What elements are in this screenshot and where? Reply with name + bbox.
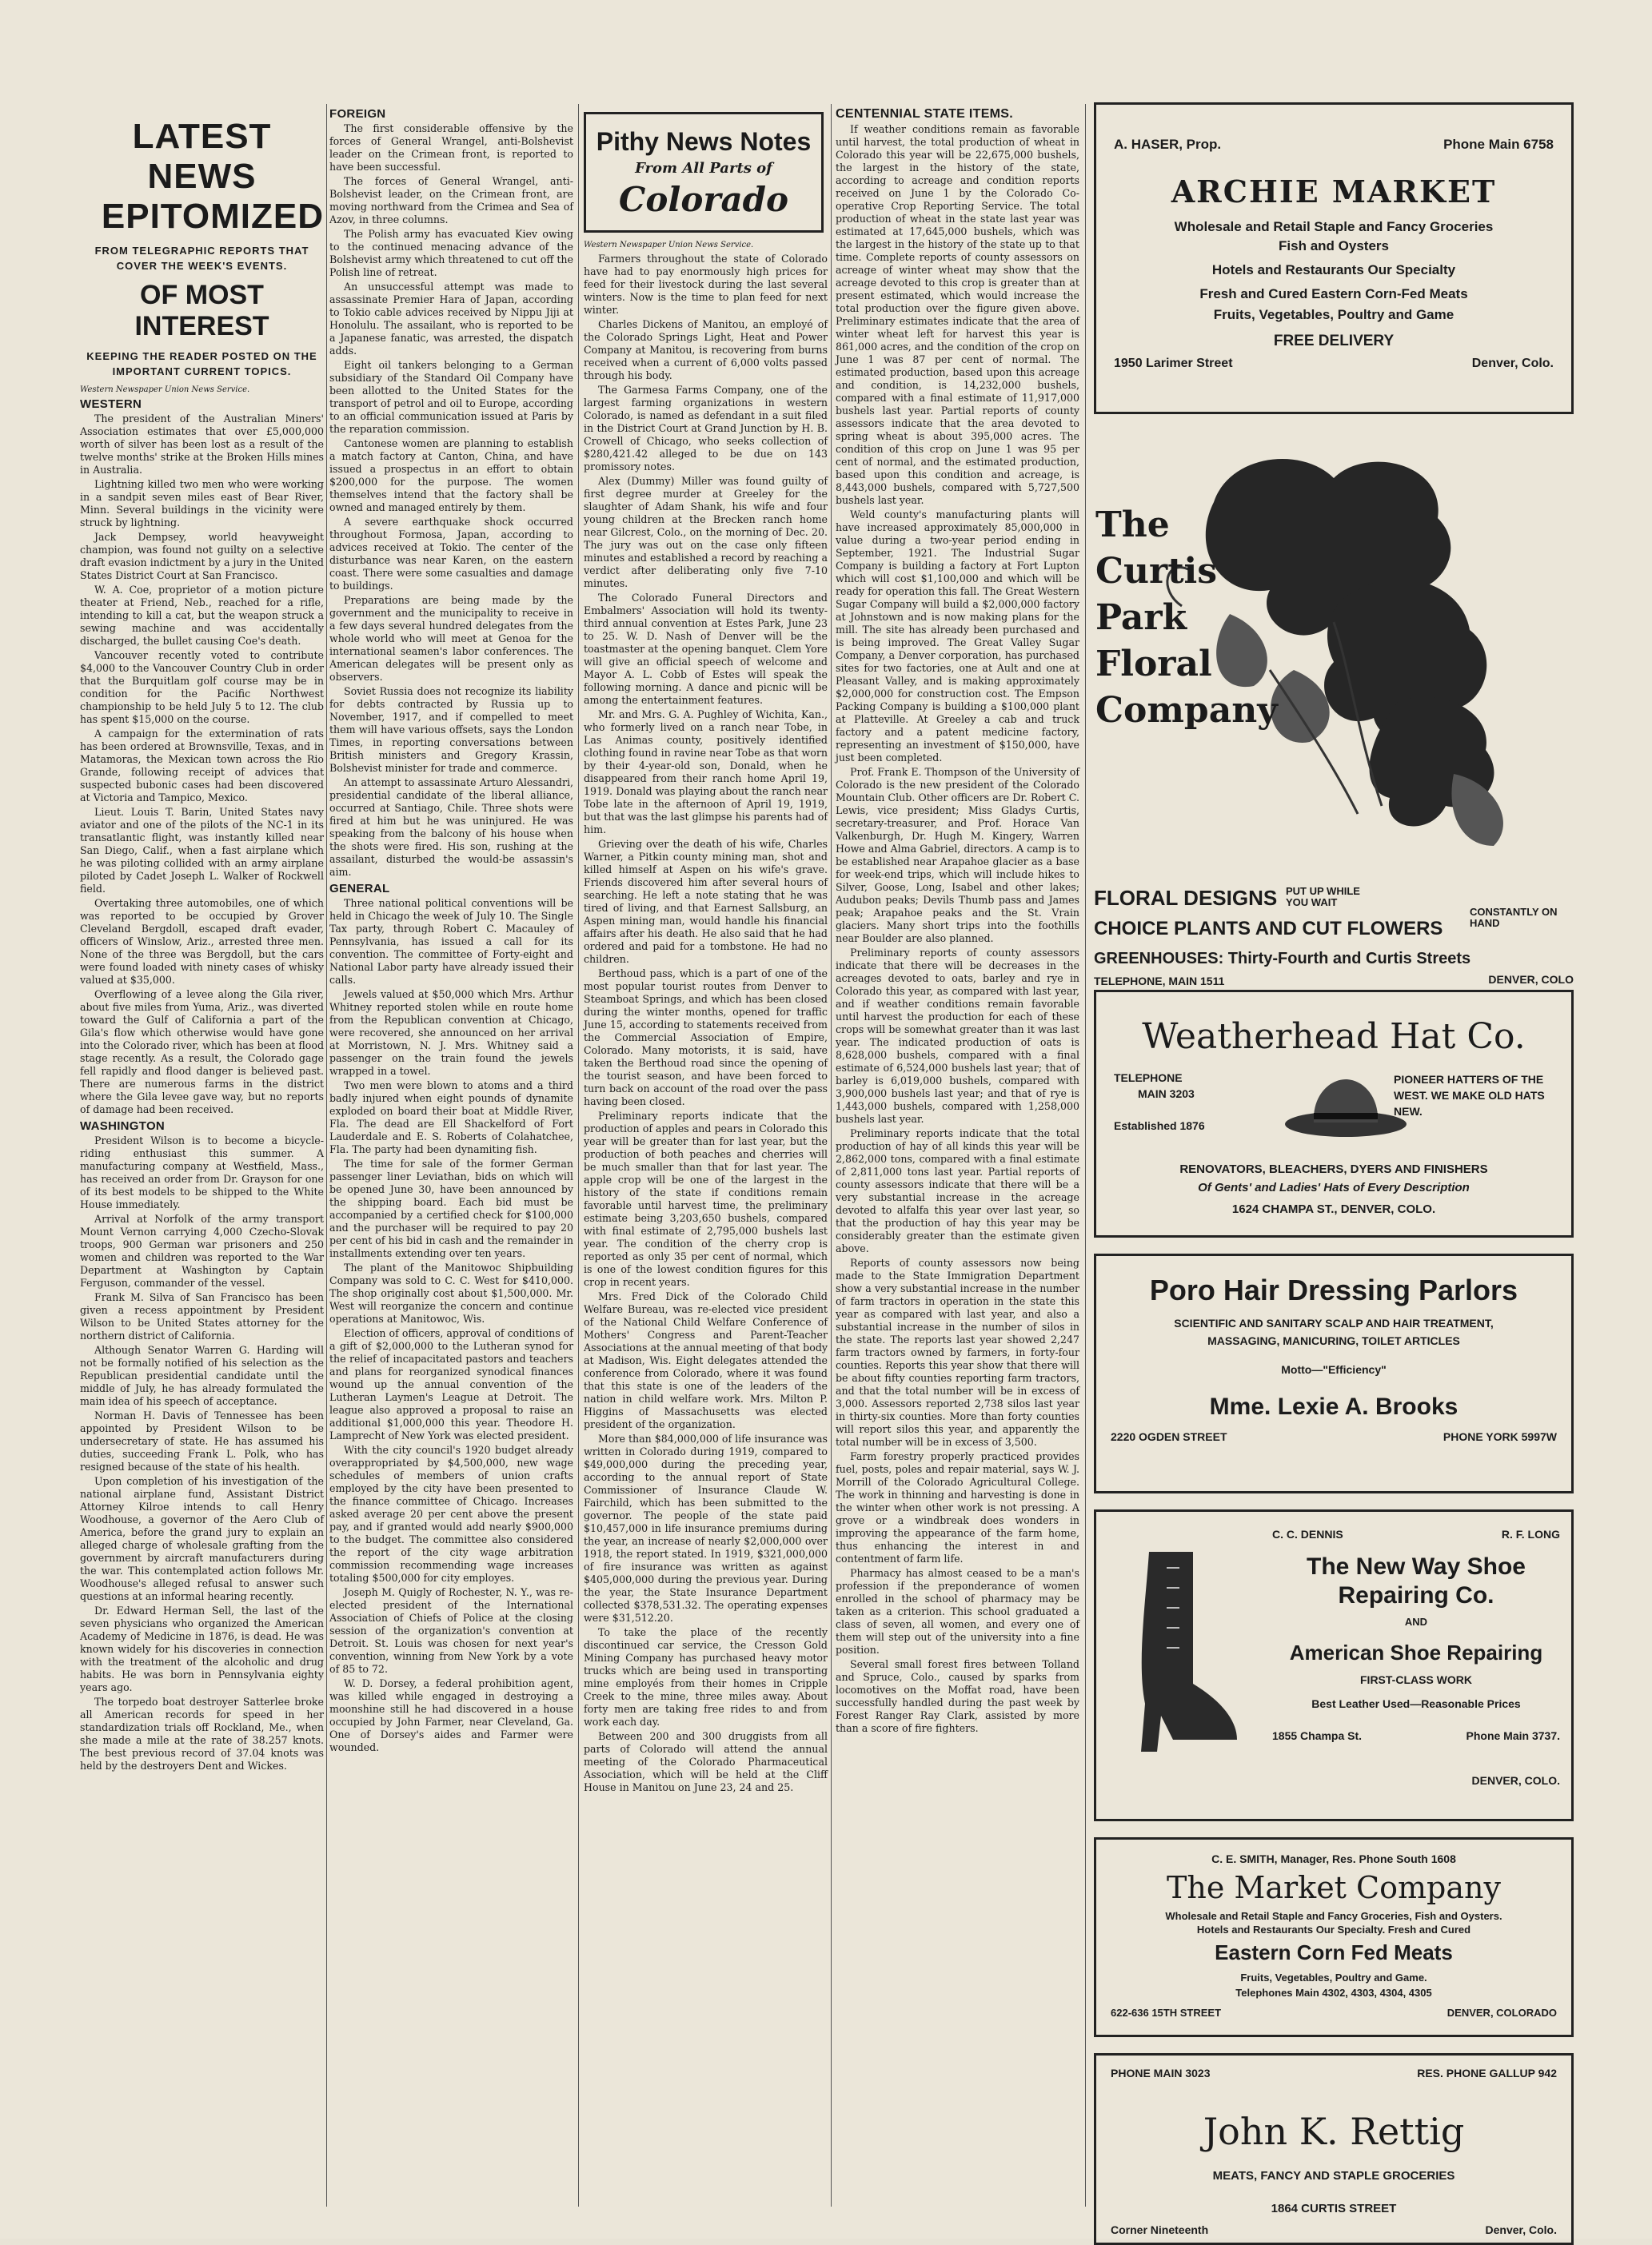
article-paragraph: Jack Dempsey, world heavyweight champion, was found not guilty on a selective draft evasion indictment by a jury in the United States District Court at San Francisco. <box>80 531 324 581</box>
column-latest-news <box>80 104 324 2207</box>
archie-line1: Wholesale and Retail Staple and Fancy Groceries <box>1174 219 1494 234</box>
article-paragraph: Norman H. Davis of Tennessee has been appointed by President Wilson to be undersecretary of state. He has assumed his duties, succeeding Frank L. Polk, who has resigned because of the state of his health. <box>80 1410 324 1473</box>
subhead-keeping-posted: KEEPING THE READER POSTED ON THE IMPORTANT CURRENT TOPICS. <box>86 350 317 377</box>
article-paragraph: The time for sale of the former German passenger liner Leviathan, bids on which will be opened June 30, have been announced by the shipping board. Each bid must be accompanied by a certified check for $100,000 and the purchaser will be required to pay 20 per cent of his bid in cash and the remainder in installments extending over ten years. <box>329 1158 573 1259</box>
article-paragraph: Farmers throughout the state of Colorado have had to pay enormously high prices for feed for their livestock during the last several winters. Now is the time to plan feed for next winter. <box>584 253 828 316</box>
news-service-credit: Western Newspaper Union News Service. <box>584 241 754 249</box>
archie-line3: Hotels and Restaurants Our Specialty <box>1211 262 1456 277</box>
article-paragraph: Farm forestry properly practiced provides fuel, posts, poles and repair material, says W. J. Morrill of the Colorado Agricultural College. The work in thinning and harvesting is done in the winter when other work is not pressing. A grove or a windbreak does wonders in improving the appearance of the farm home, thus enhancing the interest in and contentment of farm life. <box>836 1450 1079 1565</box>
column-rule <box>831 104 832 2207</box>
archie-delivery: FREE DELIVERY <box>1273 333 1395 349</box>
article-paragraph: Upon completion of his investigation of the national airplane fund, Assistant District Attorney Kilroe intends to call Henry Woodhouse, a governor of the Aero Club of America, before the grand jury to explain an alleged charge of wholesale grafting from the government by aircraft manufacturers during the war. This contemplated action follows Mr. Woodhouse's alleged refusal to answer such questions at an informal hearing recently. <box>80 1475 324 1602</box>
article-paragraph: W. D. Dorsey, a federal prohibition agent, was killed while engaged in destroying a moonshine still he had discovered in a house occupied by John Farmer, near Cleveland, Ga. One of Dorsey's aides and Farmer were wounded. <box>329 1677 573 1753</box>
market-city: DENVER, COLORADO <box>1446 2007 1557 2019</box>
article-paragraph: The Colorado Funeral Directors and Embalmers' Association will hold its twenty-third annual convention at Estes Park, June 23 to 25. W. D. Nash of Denver will be the toastmaster at the opening banquet. Clem Yore will give an official speech of welcome and Mayor A. L. Cobb of Estes will speak the following morning. A dance and picnic will be among the entertainment features. <box>584 592 828 706</box>
article-paragraph: Several small forest fires between Tolland and Spruce, Colo., caused by sparks from locomotives on the Moffat road, have been successfully handled during the past week by Forest Ranger Ray Clark, assisted by more than a score of fire fighters. <box>836 1658 1079 1734</box>
article-paragraph: Mr. and Mrs. G. A. Pughley of Wichita, Kan., who formerly lived on a ranch near Tobe, in Las Animas county, positively identified clothing found in ravine near Tobe as that worn by their 4-year-old son, Donald, when he disappeared from their ranch home April 19, 1919. Donald was playing about the ranch near Tobe late in the afternoon of April 19, 1919, but that was the last glimpse his parents had of him. <box>584 708 828 835</box>
curtis-telephone: TELEPHONE, MAIN 1511 <box>1094 975 1225 987</box>
article-paragraph: Dr. Edward Herman Sell, the last of the seven physicians who organized the American Academy of Medicine in 1876, is dead. He was known widely for his discoveries in connection with the treatment of the alcoholic and drug habits. He was born in Pennsylvania eighty years ago. <box>80 1605 324 1693</box>
article-paragraph: W. A. Coe, proprietor of a motion picture theater at Friend, Neb., reached for a rifle, intending to kill a cat, but the weapon struck a sewing machine and was accidentally discharged, the bullet causing Coe's death. <box>80 584 324 647</box>
weatherhead-line2: Of Gents' and Ladies' Hats of Every Description <box>1198 1181 1470 1194</box>
pithy-subtitle: From All Parts of <box>635 160 772 177</box>
article-paragraph: Three national political conventions will be held in Chicago the week of July 10. The Single Tax party, through Robert C. Macauley of Pennsylvania, has issued a call for its convention. The committee of Forty-eight and National Labor party have already issued their calls. <box>329 897 573 986</box>
rettig-name: John K. Rettig <box>1203 2110 1465 2153</box>
curtis-choice: CHOICE PLANTS AND CUT FLOWERS <box>1094 918 1443 939</box>
column-rule <box>326 104 327 2207</box>
pithy-state: Colorado <box>618 180 789 219</box>
poro-address: 2220 OGDEN STREET <box>1111 1430 1227 1443</box>
article-paragraph: The forces of General Wrangel, anti-Bolshevist leader, on the Crimean front, are moving northward from the Crimea and Sea of Azov, in three columns. <box>329 175 573 225</box>
article-paragraph: An unsuccessful attempt was made to assassinate Premier Hara of Japan, according to Tokio cable advices received by Nippu Jiji at Honolulu. The assailant, who is reported to be a Japanese fanatic, was arrested, the dispatch adds. <box>329 281 573 357</box>
washington-items <box>80 1134 324 1772</box>
section-title-washington: WASHINGTON <box>80 1119 166 1133</box>
article-paragraph: Between 200 and 300 druggists from all parts of Colorado will attend the annual meeting of the Colorado Pharmaceutical Association, which will be held at the Cliff House in Manitou on June 23, 24 and 25. <box>584 1730 828 1793</box>
archie-city: Denver, Colo. <box>1471 357 1554 370</box>
article-paragraph: Weld county's manufacturing plants will have increased approximately 85,000,000 in value during a two-year period ending in September, 1921. The Industrial Sugar Company is building a factory at Fort Lupton which will cost $1,100,000 and which will be ready for operation this fall. The Great Western Sugar Company will build a $2,000,000 factory at Johnstown and is now making plans for the mill. The site has already been purchased and is being improved. The Great Valley Sugar Company, a Denver corporation, has purchased sites for two factories, one at Ault and one at Pleasant Valley, and is making approximately $2,000,000 for construction cost. The Empson Packing Company is building a $100,000 plant at Platteville. At Greeley a cab and truck factory and a patent medicine factory, representing an investment of $150,000, have just been completed. <box>836 508 1079 764</box>
article-paragraph: Overtaking three automobiles, one of which was reported to be occupied by Grover Cleveland Bergdoll, escaped draft evader, officers of Winslow, Ariz., arrested three men. None of the three was Bergdoll, but the cars were found loaded with ninety cases of whisky valued at $35,000. <box>80 897 324 986</box>
shoe-name3: American Shoe Repairing <box>1289 1641 1543 1665</box>
article-paragraph: Joseph M. Quigly of Rochester, N. Y., was re-elected president of the International Association of Chiefs of Police at the closing session of the organization's convention at Detroit. St. Louis was chosen for next year's convention, winning from New York by a vote of 85 to 72. <box>329 1586 573 1675</box>
article-paragraph: More than $84,000,000 of life insurance was written in Colorado during 1919, compared to $49,000,000 during the preceding year, according to the annual report of State Commissioner of Insurance Claude W. Fairchild, which has been submitted to the governor. The people of the state paid $10,457,000 in life insurance premiums during the year, an increase of nearly $2,000,000 over 1918, the report stated. In 1919, $321,000,000 of fire insurance was written as against $405,000,000 during the previous year. During the year, the State Insurance Department collected $378,531.32. The operating expenses were $31,512.20. <box>584 1433 828 1624</box>
rettig-phone1: PHONE MAIN 3023 <box>1111 2067 1211 2080</box>
archie-line4: Fresh and Cured Eastern Corn-Fed Meats <box>1199 286 1468 301</box>
shoe-name1: The New Way Shoe <box>1307 1553 1526 1580</box>
curtis-constantly: CONSTANTLY ON HAND <box>1470 906 1558 929</box>
shoe-partner1: C. C. DENNIS <box>1272 1528 1343 1541</box>
rettig-city: Denver, Colo. <box>1485 2223 1557 2236</box>
ad-new-way-shoe <box>1094 1509 1574 1821</box>
western-items <box>80 413 324 1116</box>
weatherhead-phone-label: TELEPHONE <box>1114 1071 1183 1084</box>
shoe-phone: Phone Main 3737. <box>1466 1729 1560 1742</box>
article-paragraph: Frank M. Silva of San Francisco has been given a recess appointment by President Wilson to be United States attorney for the northern district of California. <box>80 1291 324 1342</box>
article-paragraph: Preliminary reports indicate that the production of apples and pears in Colorado this year will be greater than for last year, but the production of both peaches and cherries will be much smaller than that for last year. The apple crop will be one of the largest in the history of the state if conditions remain favorable until harvest time, the preliminary estimate being 3,203,650 bushels, compared with final estimate of 2,795,000 bushels last year. The condition of the cherry crop is reported as only 35 per cent of normal, which is one of the lowest condition figures for this crop in recent years. <box>584 1110 828 1288</box>
article-paragraph: President Wilson is to become a bicycle-riding enthusiast this summer. A manufacturing company at Westfield, Mass., has received an order from Dr. Grayson for one of its best models to be shipped to the White House immediately. <box>80 1134 324 1210</box>
article-paragraph: Preliminary reports indicate that the total production of hay of all kinds this year will be 2,862,000 tons, compared with a final estimate of 2,811,000 tons last year. Partial reports of county assessors indicate that there will be a very substantial increase in the acreage devoted to alfalfa this year over last year, so that the production of hay this year may be considerably greater than the estimate given above. <box>836 1127 1079 1254</box>
article-paragraph: Alex (Dummy) Miller was found guilty of first degree murder at Greeley for the slaughter of Adam Shank, his wife and four young children at the Brecken ranch home near Gilcrest, Colo., on the morning of Dec. 20. The jury was out on the case only fifteen minutes and established a record by reaching a verdict after deliberating only five 7-10 minutes. <box>584 475 828 589</box>
weatherhead-line1: RENOVATORS, BLEACHERS, DYERS AND FINISHERS <box>1179 1162 1488 1176</box>
poro-name: Poro Hair Dressing Parlors <box>1149 1274 1518 1306</box>
article-paragraph: A campaign for the extermination of rats has been ordered at Brownsville, Texas, and in Matamoras, the Mexican town across the Rio Grande, following receipt of advices that suspected bubonic cases had been discovered at Victoria and Tampico, Mexico. <box>80 728 324 803</box>
curtis-name-curtis: Curtis <box>1095 551 1218 592</box>
article-paragraph: Prof. Frank E. Thompson of the University of Colorado is the new president of the Colorado Mountain Club. Other officers are Dr. Robert C. Lewis, vice president; Miss Gladys Curtis, secretary-treasurer, and Prof. Horace Van Valkenburgh, Dr. Hugh M. Kingery, Warren Howe and Alma Gabriel, directors. A camp is to be established near Arapahoe glacier as a base for week-end trips, which will include hikes to Silver, Goose, Long, Isabel and other lakes; Audubon peaks; Devils Thumb pass and James peak; Arapahoe peaks and the St. Vrain glaciers. Many short trips into the foothills near Boulder are also planned. <box>836 766 1079 944</box>
curtis-putup: PUT UP WHILE YOU WAIT <box>1286 885 1360 908</box>
article-paragraph: Although Senator Warren G. Harding will not be formally notified of his selection as the Republican presidential candidate until the middle of July, he has already formulated the main idea of his speech of acceptance. <box>80 1344 324 1407</box>
article-paragraph: The plant of the Manitowoc Shipbuilding Company was sold to C. C. West for $410,000. The shop originally cost about $1,500,000. Mr. West will reorganize the concern and continue operations at Manitowoc, Wis. <box>329 1262 573 1325</box>
pithy-title: Pithy News Notes <box>596 127 812 156</box>
column-foreign-general <box>329 104 573 2207</box>
archie-address: 1950 Larimer Street <box>1114 357 1233 370</box>
weatherhead-name: Weatherhead Hat Co. <box>1142 1016 1526 1057</box>
article-paragraph: Lightning killed two men who were working in a sandpit seven miles east of Bear River, Minn. Several buildings in the vicinity were struck by lightning. <box>80 478 324 528</box>
article-paragraph: Berthoud pass, which is a part of one of the most popular tourist routes from Denver to Steamboat Springs, and which has been closed during the winter months, opened for traffic June 15, according to statements received from the Commercial Association of Empire, Colorado. Many motorists, it is said, have taken the Berthoud road since the opening of the tourist season, and have been forced to turn back on account of the road over the pass having been closed. <box>584 967 828 1107</box>
archie-phone: Phone Main 6758 <box>1443 137 1554 152</box>
headline-most-interest: OF MOST INTEREST <box>134 280 269 341</box>
market-meats: Eastern Corn Fed Meats <box>1215 1940 1453 1964</box>
article-paragraph: With the city council's 1920 budget already overappropriated by $4,500,000, new wage schedules of members of union crafts employed by the city have been presented to the finance committee of Chicago. Increases asked average 20 per cent above the present pay, and if granted would add nearly $900,000 to the budget. The committee also considered the report of the city wage arbitration commission recommending wage increases totaling $500,000 for city employes. <box>329 1444 573 1584</box>
column-rule <box>578 104 579 2207</box>
article-paragraph: Charles Dickens of Manitou, an employé of the Colorado Springs Light, Heat and Power Company at Manitou, is recovering from burns received when a current of 6,000 volts passed through his body. <box>584 318 828 381</box>
article-paragraph: Vancouver recently voted to contribute $4,000 to the Vancouver Country Club in order that the Burquitlam golf course may be in condition for the Pacific Northwest championship to be held July 5 to 12. The club has spent $15,000 on the course. <box>80 649 324 725</box>
rettig-address: 1864 CURTIS STREET <box>1271 2202 1397 2215</box>
article-paragraph: To take the place of the recently discontinued car service, the Cresson Gold Mining Company has purchased heavy motor trucks which are being used in transporting mine employés from their homes in Cripple Creek to the mine, three miles away. About forty men are taking free rides to and from work each day. <box>584 1626 828 1728</box>
article-paragraph: The torpedo boat destroyer Satterlee broke all American records for speed in her standardization trials off Rockland, Me., when she made a mile at the rate of 38.257 knots. The best previous record of 37.04 knots was held by the destroyers Dent and Wickes. <box>80 1696 324 1772</box>
market-name: The Market Company <box>1167 1870 1501 1905</box>
article-paragraph: Cantonese women are planning to establish a match factory at Canton, China, and have issued a prospectus in an effort to obtain $200,000 for the purpose. The women themselves intend that the factory shall be owned and managed entirely by them. <box>329 437 573 513</box>
headline-latest-news: LATEST NEWS <box>132 117 272 196</box>
archie-name: ARCHIE MARKET <box>1171 173 1497 209</box>
article-paragraph: If weather conditions remain as favorable until harvest, the total production of wheat in Colorado this year will be 22,675,000 bushels, the largest in the history of the state, according to acreage and condition reports received on June 1 by the Colorado Co-operative Crop Reporting Service. The total production of wheat in the state last year was estimated at 17,645,000 bushels, which was the largest in the history of the state up to that time. Complete reports of county assessors on acreage of winter wheat may show that the acreage devoted to this crop is greater than at present estimated, which would increase the total production over the figure given above. Preliminary estimates indicate that the area of winter wheat left for harvest this year is 861,000 acres, and the condition of the crop on June 1 was 87 per cent of normal. The estimated production, based upon this acreage and condition, is 14,232,000 bushels, compared with a final estimate of 11,917,000 bushels last year. Partial reports of county assessors indicate that the area devoted to spring wheat is about 395,000 acres. The condition of this crop on June 1 was 95 per cent of normal, and the estimated production, based upon this condition and acreage, is 8,443,000 bushels, compared with 5,727,500 bushels last year. <box>836 123 1079 506</box>
ad-curtis-park-floral <box>1094 430 1574 1054</box>
weatherhead-address: 1624 CHAMPA ST., DENVER, COLO. <box>1231 1202 1436 1216</box>
foreign-items <box>329 122 573 879</box>
centennial-items <box>836 123 1079 1735</box>
article-paragraph: Mrs. Fred Dick of the Colorado Child Welfare Bureau, was re-elected vice president of the National Child Welfare Conference of Mothers' Congress and Parent-Teacher Associations at the annual meeting of that body at Madison, Wis. Eight delegates attended the conference from Colorado, where it was found that this state is one of the leaders of the nation in child welfare work. Mrs. Milton P. Higgins of Massachusetts was elected president of the organization. <box>584 1290 828 1430</box>
boot-icon <box>1117 1544 1245 1776</box>
curtis-name-park: Park <box>1095 597 1187 638</box>
archie-proprietor: A. HASER, Prop. <box>1114 137 1222 152</box>
shoe-leather: Best Leather Used—Reasonable Prices <box>1311 1697 1521 1710</box>
article-paragraph: Soviet Russia does not recognize its liability for debts contracted by Russia up to November, 1917, and if compelled to meet them will have various offsets, says the London Times, in reporting conversations between British ministers and Gregory Krassin, Bolshevist minister for trade and commerce. <box>329 685 573 774</box>
subhead-telegraphic: FROM TELEGRAPHIC REPORTS THAT COVER THE WEEK'S EVENTS. <box>94 245 309 272</box>
poro-motto: Motto—"Efficiency" <box>1281 1363 1387 1376</box>
shoe-address: 1855 Champa St. <box>1272 1729 1363 1742</box>
article-paragraph: Lieut. Louis T. Barin, United States navy aviator and one of the pilots of the NC-1 in its transatlantic flight, was instantly killed near San Diego, Calif., when a fast airplane which he was piloting collided with an army airplane piloted by Cadet Joseph L. Walker of Rockwell field. <box>80 806 324 895</box>
hat-icon <box>1282 1071 1410 1143</box>
pithy-news-box <box>584 112 824 233</box>
article-paragraph: Two men were blown to atoms and a third badly injured when eight pounds of dynamite exploded on board their boat at Middle River, Fla. The dead are Ell Shackelford of Fort Lauderdale and E. S. Roberts of Colahatchee, Fla. The party had been dynamiting fish. <box>329 1079 573 1155</box>
archie-line5: Fruits, Vegetables, Poultry and Game <box>1213 307 1454 322</box>
curtis-name-floral: Floral <box>1095 644 1212 684</box>
article-paragraph: Election of officers, approval of conditions of a gift of $2,000,000 to the Lutheran synod for the relief of incapacitated pastors and teachers and plans for reorganized synodical finances wound up the annual convention of the Lutheran Laymen's League at Detroit. The league also approved a proposal to raise an additional $1,000,000 this year. Theodore H. Lamprecht of New York was elected president. <box>329 1327 573 1442</box>
section-title-foreign: FOREIGN <box>329 107 386 121</box>
weatherhead-phone: MAIN 3203 <box>1138 1087 1195 1100</box>
weatherhead-established: Established 1876 <box>1114 1119 1205 1132</box>
curtis-name-company: Company <box>1095 690 1278 731</box>
column-rule <box>1085 104 1086 2207</box>
article-paragraph: The Garmesa Farms Company, one of the largest farming organizations in western Colorado, is named as defendant in a suit filed in the District Court at Grand Junction by H. B. Crowell of Chicago, who seeks collection of $280,421.42 alleged to be due on 143 promissory notes. <box>584 384 828 473</box>
curtis-name-the: The <box>1095 504 1170 545</box>
article-paragraph: A severe earthquake shock occurred throughout Formosa, Japan, according to advices received at Tokio. The center of the disturbance was near Karen, on the eastern coast. There were some casualties and damage to buildings. <box>329 516 573 592</box>
curtis-greenhouses: GREENHOUSES: Thirty-Fourth and Curtis Streets <box>1094 950 1471 967</box>
weatherhead-slogan: PIONEER HATTERS OF THE WEST. WE MAKE OLD HATS NEW. <box>1394 1073 1545 1118</box>
ad-market-company <box>1094 1837 1574 2037</box>
article-paragraph: An attempt to assassinate Arturo Alessandri, presidential candidate of the liberal alliance, occurred at Santiago, Chile. Three shots were fired at him but he was uninjured. He was speaking from the balcony of his house when the shots were fired. His son, rushing at the assailant, disturbed the would-be assassin's aim. <box>329 776 573 878</box>
article-paragraph: Eight oil tankers belonging to a German subsidiary of the Standard Oil Company have been allotted to the United States for the transport of petrol and oil to Europe, according to an official communication issued at Paris by the reparation commission. <box>329 359 573 435</box>
rettig-phone2: RES. PHONE GALLUP 942 <box>1417 2067 1557 2080</box>
article-paragraph: Grieving over the death of his wife, Charles Warner, a Pitkin county mining man, shot and killed himself at Aspen on his wife's grave. Friends discovered him after several hours of searching. He left a note stating that he was tired of living, and that Earnest Sallsburg, an Aspen mining man, would handle his financial affairs after his death. He also said that he had ordered and paid for a tombstone. He had no children. <box>584 838 828 965</box>
shoe-partner2: R. F. LONG <box>1501 1528 1560 1541</box>
section-title-centennial: CENTENNIAL STATE ITEMS. <box>836 107 1014 121</box>
curtis-city: DENVER, COLO <box>1488 973 1574 986</box>
ad-archie-market <box>1094 102 1574 414</box>
article-paragraph: Reports of county assessors now being made to the State Immigration Department show a very substantial increase in the number of farm tractors in operation in the state this year as compared with last year, and also a substantial increase in the number of silos in the state. The reports last year showed 2,247 farm tractors owned by farmers, in forty-four counties. Reports this year show that there will be about fifty counties reporting farm tractors, and that the total number will be in excess of 3,000. Assessors reported 2,738 silos last year in thirty-six counties. More than forty counties will report silos this year, and apparently the total number will be in excess of 3,500. <box>836 1257 1079 1448</box>
market-address: 622-636 15TH STREET <box>1111 2007 1222 2019</box>
section-title-western: WESTERN <box>80 397 142 411</box>
article-paragraph: The Polish army has evacuated Kiev owing to the continued menacing advance of the Bolshevist army which threatened to cut off the Polish line of retreat. <box>329 228 573 278</box>
shoe-work: FIRST-CLASS WORK <box>1360 1673 1472 1686</box>
article-paragraph: The first considerable offensive by the forces of General Wrangel, anti-Bolshevist leader on the Crimean front, is reported to have been successful. <box>329 122 573 173</box>
section-title-general: GENERAL <box>329 882 390 895</box>
rettig-corner: Corner Nineteenth <box>1111 2223 1209 2236</box>
market-line1: Wholesale and Retail Staple and Fancy Groceries, Fish and Oysters. <box>1165 1910 1502 1922</box>
column-centennial-items <box>836 104 1079 2207</box>
poro-phone: PHONE YORK 5997W <box>1443 1430 1557 1443</box>
column-pithy-news <box>584 104 828 2207</box>
market-line2: Hotels and Restaurants Our Specialty. Fresh and Cured <box>1196 1924 1471 1936</box>
column-advertisements <box>1094 102 1590 2236</box>
article-paragraph: Preparations are being made by the government and the municipality to receive in a few days several hundred delegates from the whole world who will meet at Genoa for the international seamen's labor conferences. The American delegates will be present only as observers. <box>329 594 573 683</box>
colorado-items <box>584 253 828 1794</box>
curtis-designs: FLORAL DESIGNS <box>1094 886 1278 910</box>
poro-line1: SCIENTIFIC AND SANITARY SCALP AND HAIR TREATMENT, <box>1174 1317 1494 1330</box>
poro-owner: Mme. Lexie A. Brooks <box>1209 1394 1458 1420</box>
ad-poro-hair <box>1094 1254 1574 1493</box>
ad-john-rettig <box>1094 2053 1574 2245</box>
article-paragraph: Overflowing of a levee along the Gila river, about five miles from Yuma, Ariz., was diverted toward the Gulf of California a part of the Gila's flow which otherwise would have gone into the Colorado river, which has been at flood stage recently. As a result, the Colorado gage fell rapidly and flood danger is believed past. There are numerous farms in the district where the Gila levee gave way, but no reports of damage had been received. <box>80 988 324 1115</box>
shoe-and: AND <box>1404 1616 1428 1628</box>
market-manager: C. E. SMITH, Manager, Res. Phone South 1608 <box>1211 1852 1456 1865</box>
news-service-credit: Western Newspaper Union News Service. <box>80 385 250 394</box>
market-line3: Fruits, Vegetables, Poultry and Game. <box>1240 1972 1427 1984</box>
article-paragraph: The president of the Australian Miners' Association estimates that over £5,000,000 worth of silver has been lost as a result of the twelve months' strike at the Broken Hills mines in Australia. <box>80 413 324 476</box>
market-phones: Telephones Main 4302, 4303, 4304, 4305 <box>1235 1987 1432 1999</box>
article-paragraph: Preliminary reports of county assessors indicate that there will be decreases in the acreages devoted to oats, barley and rye in Colorado this year, as compared with last year, and if weather conditions remain favorable until harvest the production for each of these crops will be somewhat greater than it was last year. The indicated production of oats is 8,628,000 bushels, compared with a final estimate of 6,524,000 bushels last year; that of barley is 6,019,000 bushels, compared with 3,900,000 bushels last year; and that of rye is 1,443,000 bushels, compared with 1,258,000 bushels last year. <box>836 947 1079 1125</box>
article-paragraph: Arrival at Norfolk of the army transport Mount Vernon carrying 4,000 Czecho-Slovak troops, 900 German war prisoners and 250 women and children was reported to the War Department at Washington by Captain Ferguson, commander of the vessel. <box>80 1213 324 1289</box>
ad-weatherhead-hat <box>1094 990 1574 1238</box>
shoe-name2: Repairing Co. <box>1338 1582 1494 1609</box>
article-paragraph: Jewels valued at $50,000 which Mrs. Arthur Whitney reported stolen while en route home from the Republican convention at Chicago, were recovered, she announced on her arrival at Morristown, N. J. Mrs. Whitney said a passenger on the train found the jewels wrapped in a towel. <box>329 988 573 1077</box>
article-paragraph: Pharmacy has almost ceased to be a man's profession if the preponderance of women enrolled in the school of pharmacy may be taken as a criterion. This school graduated a class of seven, all women, and every one of them will step out of the university into a fine position. <box>836 1567 1079 1656</box>
headline-epitomized: EPITOMIZED <box>101 197 324 236</box>
rettig-line1: MEATS, FANCY AND STAPLE GROCERIES <box>1212 2169 1455 2183</box>
shoe-city: DENVER, COLO. <box>1471 1774 1560 1787</box>
archie-line2: Fish and Oysters <box>1279 238 1389 253</box>
poro-line2: MASSAGING, MANICURING, TOILET ARTICLES <box>1207 1334 1460 1347</box>
general-items <box>329 897 573 1754</box>
